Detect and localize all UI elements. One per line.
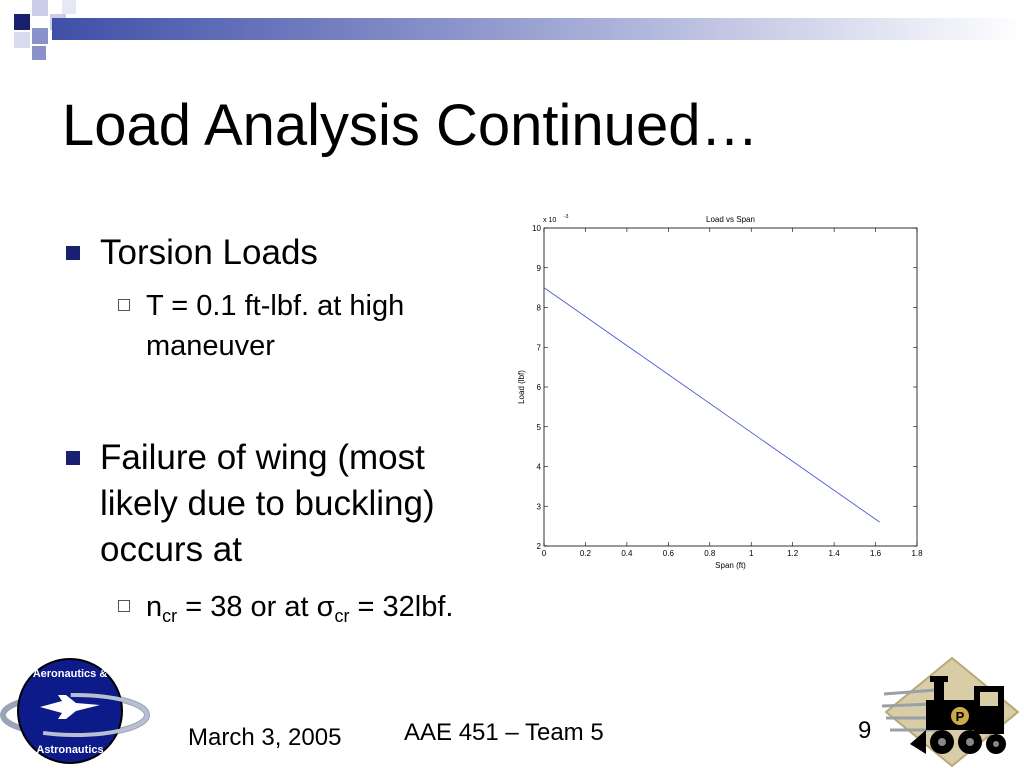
bullet-line2: likely due to buckling) [100,484,435,523]
x-tick-label: 0.8 [704,549,716,558]
load-vs-span-chart [500,204,940,580]
bullet-square-icon [66,246,80,260]
x-tick-label: 1.6 [869,549,882,558]
y-tick-label: 2 [536,542,541,551]
svg-text:Aeronautics &: Aeronautics & [32,668,108,680]
x-tick-label: 0.6 [662,549,674,558]
sub-bullet-formula: $n_{cr} = 38$ or at $\sigma_{cr} = 32lbf$. [146,591,454,626]
x-axis-label: Span (ft) [715,561,746,570]
sub-bullet-line1: T = 0.1 ft-lbf. at high [146,290,405,322]
y-tick-label: 10 [532,224,541,233]
bullet-text: Torsion Loads [100,233,318,272]
slide-number: 9 [858,717,872,744]
y-tick-label: 4 [536,462,541,472]
y-tick-label: 8 [536,303,541,313]
y-tick-label: 7 [536,343,541,353]
y-exponent: -3 [564,214,569,220]
y-tick-label: 6 [536,383,541,392]
x-tick-label: 0 [541,549,547,558]
bullet-line3: occurs at [100,530,242,569]
y-multiplier: x 10 [543,217,557,224]
x-tick-label: 1.2 [787,549,799,558]
x-tick-label: 1.8 [911,549,923,558]
header-band [52,18,1024,40]
y-tick-label: 3 [536,502,541,512]
svg-text:Astronautics: Astronautics [36,744,104,756]
hollow-square-icon [118,600,130,612]
purdue-train-logo [880,650,1024,768]
x-tick-label: 1 [748,549,754,558]
footer-center-text: AAE 451 – Team 5 [404,719,604,746]
svg-text:P: P [955,709,965,724]
x-tick-label: 0.2 [579,549,592,558]
y-tick-label: 9 [536,263,541,273]
y-axis-label: Load (lbf) [517,370,526,404]
slide-title: Load Analysis Continued… [62,93,759,158]
bullet-line1: Failure of wing (most [100,438,425,477]
x-tick-label: 0.4 [621,549,633,558]
chart-title: Load vs Span [706,215,755,224]
sub-bullet-line2: maneuver [146,330,275,362]
bullet-square-icon [66,451,80,465]
aeronautics-astronautics-logo [0,655,150,765]
y-tick-label: 5 [536,422,541,432]
footer-date: March 3, 2005 [188,724,342,751]
plot-area [544,228,917,546]
hollow-square-icon [118,299,130,311]
x-tick-label: 1.4 [828,549,840,558]
